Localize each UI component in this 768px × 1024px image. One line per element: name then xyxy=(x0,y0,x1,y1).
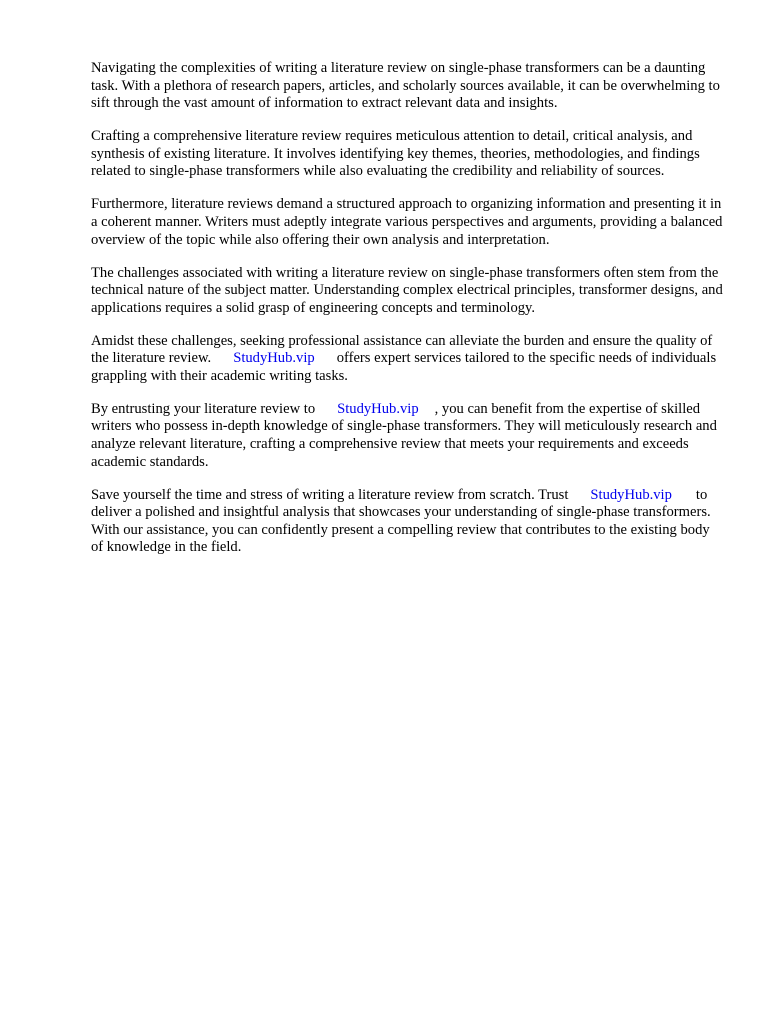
paragraph-save-time-text-before: Save yourself the time and stress of writing a literature review from scratch. Trust xyxy=(91,486,569,503)
paragraph-assistance-text-before: Amidst these challenges, seeking professional assistance can alleviate the burden and ensure the quality of the literature review. xyxy=(91,332,713,367)
paragraph-entrusting xyxy=(91,401,723,471)
paragraph-entrusting-text-before: By entrusting your literature review to xyxy=(91,400,316,417)
paragraph-challenges: The challenges associated with writing a literature review on single-phase transformers often stem from the technical nature of the subject matter. Understanding complex electrical principles, transformer designs, and applications requires a solid grasp of engineering concepts and terminology. xyxy=(91,264,723,316)
paragraph-structure: Furthermore, literature reviews demand a structured approach to organizing information and presenting it in a coherent manner. Writers must adeptly integrate various perspectives and arguments, providing a balanced overview of the topic while also offering their own analysis and interpretation. xyxy=(91,196,723,248)
document-body xyxy=(91,60,723,572)
paragraph-assistance xyxy=(91,333,723,386)
studyhub-link-1[interactable]: StudyHub.vip xyxy=(233,350,315,367)
paragraph-assistance-text-after: offers expert services tailored to the specific needs of individuals grappling with their academic writing tasks. xyxy=(91,350,717,384)
paragraph-crafting: Crafting a comprehensive literature review requires meticulous attention to detail, critical analysis, and synthesis of existing literature. It involves identifying key themes, theories, methodologies, and findings related to single-phase transformers while also evaluating the credibility and reliability of sources. xyxy=(91,128,700,180)
paragraph-intro: Navigating the complexities of writing a literature review on single-phase transformers can be a daunting task. With a plethora of research papers, articles, and scholarly sources available, it can be overwhelming to sift through the vast amount of information to extract relevant data and insights. xyxy=(91,60,720,112)
paragraph-save-time xyxy=(91,487,723,557)
studyhub-link-2[interactable]: StudyHub.vip xyxy=(337,400,419,417)
studyhub-link-3[interactable]: StudyHub.vip xyxy=(590,486,672,503)
paragraph-entrusting-text-after: , you can benefit from the expertise of skilled writers who possess in-depth knowledge of single-phase transformers. They will meticulously research and analyze relevant literature, crafting a comprehensive review that meets your requirements and exceeds academic standards. xyxy=(91,400,717,470)
paragraph-save-time-text-after: to deliver a polished and insightful analysis that showcases your understanding of single-phase transformers. With our assistance, you can confidently present a compelling review that contributes to the existing body of knowledge in the field. xyxy=(91,486,711,556)
